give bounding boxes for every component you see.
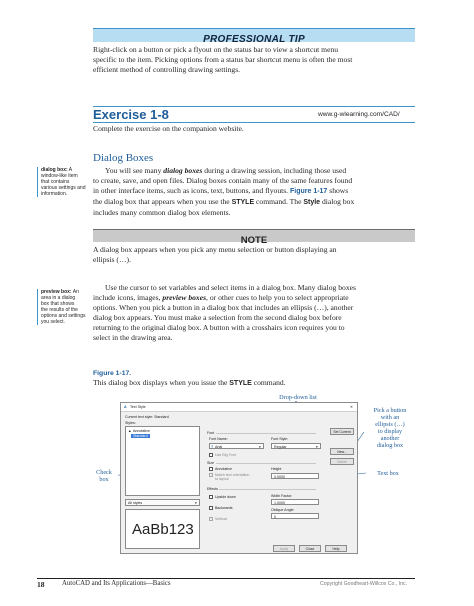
match-orientation-checkbox[interactable] [209, 473, 213, 477]
font-style-dropdown[interactable] [271, 443, 321, 449]
style-item-annotative[interactable]: Annotative [133, 429, 150, 433]
font-style-label: Font Style: [271, 437, 289, 441]
tip-line: efficient method of controlling drawing settings. [93, 65, 241, 74]
callout-textbox: Text box [377, 470, 399, 477]
vertical-checkbox[interactable] [209, 517, 213, 521]
size-group-line [216, 463, 316, 464]
note-line: ellipsis (…). [93, 255, 131, 264]
book-title: AutoCAD and Its Applications—Basics [62, 580, 171, 587]
body-line: dialog box appears. You must make a selection from the second dialog box before [93, 313, 342, 322]
font-style-value: Regular [274, 445, 287, 449]
new-button[interactable]: New... [330, 448, 354, 455]
margin-text: various settings and [41, 185, 86, 191]
oblique-angle-text-box[interactable] [271, 513, 319, 519]
margin-text: the results of the [41, 307, 78, 313]
callout-line: Pick a button [373, 407, 407, 414]
body-line: the dialog box that appears when you use the STYLE command. The Style dialog box [93, 197, 355, 206]
effects-group-line [219, 489, 316, 490]
margin-term: preview box: [41, 289, 72, 295]
preview-text: AaBb123 [132, 521, 194, 538]
exercise-url[interactable]: www.g-wlearning.com/CAD/ [318, 111, 400, 118]
font-name-dropdown[interactable] [209, 443, 264, 449]
callout-line: Check [96, 469, 112, 476]
margin-text: An [72, 289, 79, 295]
help-button[interactable]: Help [325, 545, 347, 552]
callout-line: box [99, 476, 109, 483]
copyright: Copyright Goodheart-Willcox Co., Inc. [320, 581, 408, 587]
margin-text: window-like item [41, 173, 78, 179]
current-style-label: Current text style: Standard [125, 415, 169, 419]
body-line: options. When you pick a button in a dialog box that includes an ellipsis (…), another [93, 303, 354, 312]
backwards-checkbox[interactable] [209, 506, 213, 510]
margin-text: A [68, 167, 73, 173]
chevron-down-icon: ▾ [195, 501, 197, 505]
font-type-icon: Ŧ [211, 445, 214, 449]
caption-command: STYLE [229, 380, 252, 387]
apply-button[interactable]: Apply [273, 545, 295, 552]
body-line: to create, save, and open files. Dialog boxes contain many of the same features found [93, 176, 353, 185]
to-layout-label: to layout [215, 477, 229, 481]
preview-box [125, 509, 200, 549]
effects-group-label: Effects [207, 487, 218, 491]
annotative-style-icon: ▲ [128, 429, 132, 433]
oblique-angle-label: Oblique Angle: [271, 508, 295, 512]
close-button[interactable]: Close [299, 545, 321, 552]
emphasis-term: STYLE [231, 199, 255, 206]
exercise-text: Complete the exercise on the companion website. [93, 124, 244, 133]
autocad-icon: A [124, 405, 127, 409]
body-line: select in the drawing area. [93, 333, 173, 342]
vertical-label: Vertical [215, 517, 227, 521]
height-value: 0.0000 [274, 475, 285, 479]
emphasis-term: Figure 1-17 [289, 188, 328, 195]
style-item-standard[interactable]: Standard [133, 434, 148, 438]
upside-down-label: Upside down [215, 495, 236, 499]
height-text-box[interactable] [271, 473, 319, 479]
callout-line: with an [380, 414, 400, 421]
chevron-down-icon: ▾ [259, 445, 261, 449]
body-line: includes many common dialog box elements. [93, 208, 231, 217]
margin-text: box that shows [41, 301, 75, 307]
tip-line: specific to the item. Picking options from a status bar shortcut menu is often the most [93, 55, 353, 64]
body-line: include icons, images, preview boxes, or other cues to help you to select appropriate [93, 293, 349, 302]
section-heading: Dialog Boxes [93, 152, 154, 164]
styles-label: Styles: [125, 421, 136, 425]
exercise-title: Exercise 1-8 [93, 107, 169, 122]
dialog-title: Text Style [130, 405, 146, 409]
tip-line: Right-click on a button or pick a flyout on the status bar to view a shortcut menu [93, 45, 339, 54]
width-factor-value: 1.0000 [274, 501, 285, 505]
emphasis-term: preview boxes [162, 293, 207, 302]
margin-text: area in a dialog [41, 295, 76, 301]
font-name-label: Font Name: [209, 437, 228, 441]
callout-line: ellipsis (…) [375, 421, 405, 428]
caption-text: command. [251, 378, 286, 387]
figure-label: Figure 1-17. [93, 370, 132, 377]
caption-text: This dialog box displays when you issue the [93, 378, 230, 387]
dialog-titlebar [121, 403, 357, 412]
note-label: NOTE [240, 235, 268, 246]
styles-list[interactable] [125, 426, 200, 496]
use-big-font-label: Use Big Font [215, 453, 236, 457]
body-line: returning to the original dialog box. A button with a crosshairs icon requires you to [93, 323, 345, 332]
oblique-angle-value: 0 [274, 515, 276, 519]
body-line: You will see many dialog boxes during a drawing session, including those used [105, 166, 347, 175]
margin-text: information. [41, 191, 68, 197]
margin-term: dialog box: [41, 167, 68, 173]
width-factor-label: Width Factor: [271, 494, 293, 498]
margin-text: options and settings [41, 313, 86, 319]
note-line: A dialog box appears when you pick any menu selection or button displaying an [93, 245, 337, 254]
callout-line: another [380, 435, 400, 442]
margin-text: that contains [41, 179, 70, 185]
emphasis-term: Style [303, 199, 321, 206]
style-filter-dropdown[interactable] [125, 499, 200, 506]
backwards-label: Backwards [215, 506, 233, 510]
filter-value: All styles [128, 501, 143, 505]
close-icon[interactable]: ✕ [350, 405, 354, 409]
use-big-font-checkbox[interactable] [209, 453, 213, 457]
font-group-line [216, 433, 316, 434]
annotative-checkbox[interactable] [209, 467, 213, 471]
upside-down-checkbox[interactable] [209, 495, 213, 499]
text-style-dialog [120, 402, 358, 554]
footer-rule [37, 578, 415, 579]
callout-line: dialog box [376, 442, 404, 449]
body-line: Use the cursor to set variables and select items in a dialog box. Many dialog boxes [105, 283, 356, 292]
width-factor-text-box[interactable] [271, 499, 319, 505]
professional-tip-label: PROFESSIONAL TIP [203, 34, 305, 45]
annotative-label: Annotative [215, 467, 232, 471]
font-group-label: Font [207, 431, 215, 435]
delete-button[interactable]: Delete [330, 458, 354, 465]
page-number: 18 [37, 580, 45, 589]
body-line: in other interface items, such as icons, text, buttons, and flyouts. Figure 1-17 shows [93, 186, 349, 195]
size-group-label: Size [207, 461, 214, 465]
font-name-value: Arial [215, 445, 223, 449]
callout-line: to display [377, 428, 403, 435]
callout-dropdown: Drop-down list [279, 394, 317, 401]
chevron-down-icon: ▾ [316, 445, 318, 449]
emphasis-term: dialog boxes [163, 166, 203, 175]
set-current-button[interactable]: Set Current [330, 428, 354, 435]
margin-text: you select. [41, 319, 65, 325]
height-label: Height [271, 467, 282, 471]
match-orientation-label: Match text orientation [215, 473, 250, 477]
